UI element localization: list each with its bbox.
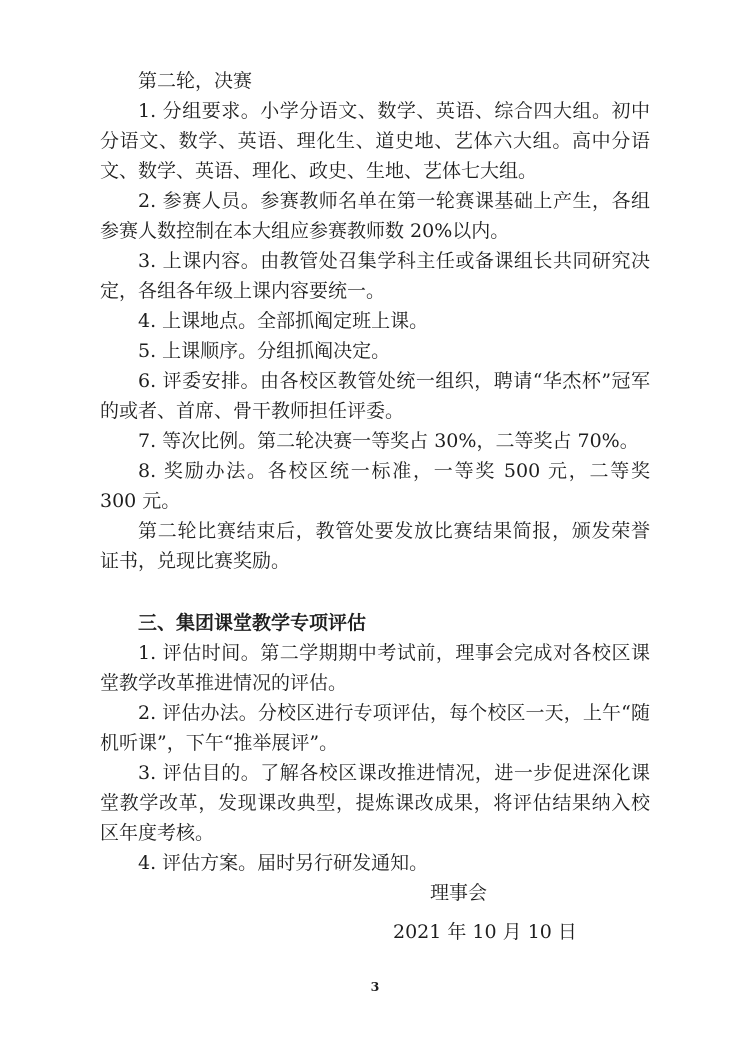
paragraph: 7. 等次比例。第二轮决赛一等奖占 30%，二等奖占 70%。: [138, 430, 639, 452]
document-body: [100, 66, 650, 878]
paragraph: 3. 评估目的。了解各校区课改推进情况，进一步促进深化课堂教学改革，发现课改典型，提炼课改成果，将评估结果纳入校区年度考核。: [100, 762, 650, 844]
signature-line: 理事会: [430, 882, 488, 904]
blank-line: [100, 576, 650, 606]
paragraph: 第二轮比赛结束后，教管处要发放比赛结果简报，颁发荣誉证书，兑现比赛奖励。: [100, 520, 650, 572]
date-line: 2021 年 10 月 10 日: [393, 921, 577, 943]
document-content: [100, 66, 650, 947]
paragraph: 1. 评估时间。第二学期期中考试前，理事会完成对各校区课堂教学改革推进情况的评估。: [100, 642, 650, 694]
paragraph: 4. 上课地点。全部抓阄定班上课。: [138, 310, 429, 332]
paragraph: 1. 分组要求。小学分语文、数学、英语、综合四大组。初中分语文、数学、英语、理化生、道史地、艺体六大组。高中分语文、数学、英语、理化、政史、生地、艺体七大组。: [100, 100, 650, 182]
page-number: 3: [370, 979, 380, 994]
paragraph: 2. 评估办法。分校区进行专项评估，每个校区一天，上午“随机听课”，下午“推举展评”。: [100, 702, 650, 754]
paragraph: 6. 评委安排。由各校区教管处统一组织，聘请“华杰杯”冠军的或者、首席、骨干教师担任评委。: [100, 370, 650, 422]
paragraph: 2. 参赛人员。参赛教师名单在第一轮赛课基础上产生，各组参赛人数控制在本大组应参赛教师数 20%以内。: [100, 190, 650, 242]
section-heading: 三、集团课堂教学专项评估: [138, 612, 367, 634]
paragraph: 8. 奖励办法。各校区统一标准，一等奖 500 元，二等奖 300 元。: [100, 460, 650, 512]
paragraph: 第二轮，决赛: [138, 70, 253, 92]
paragraph: 4. 评估方案。届时另行研发通知。: [138, 852, 429, 874]
paragraph: 5. 上课顺序。分组抓阄决定。: [138, 340, 391, 362]
paragraph: 3. 上课内容。由教管处召集学科主任或备课组长共同研究决定，各组各年级上课内容要统一。: [100, 250, 650, 302]
